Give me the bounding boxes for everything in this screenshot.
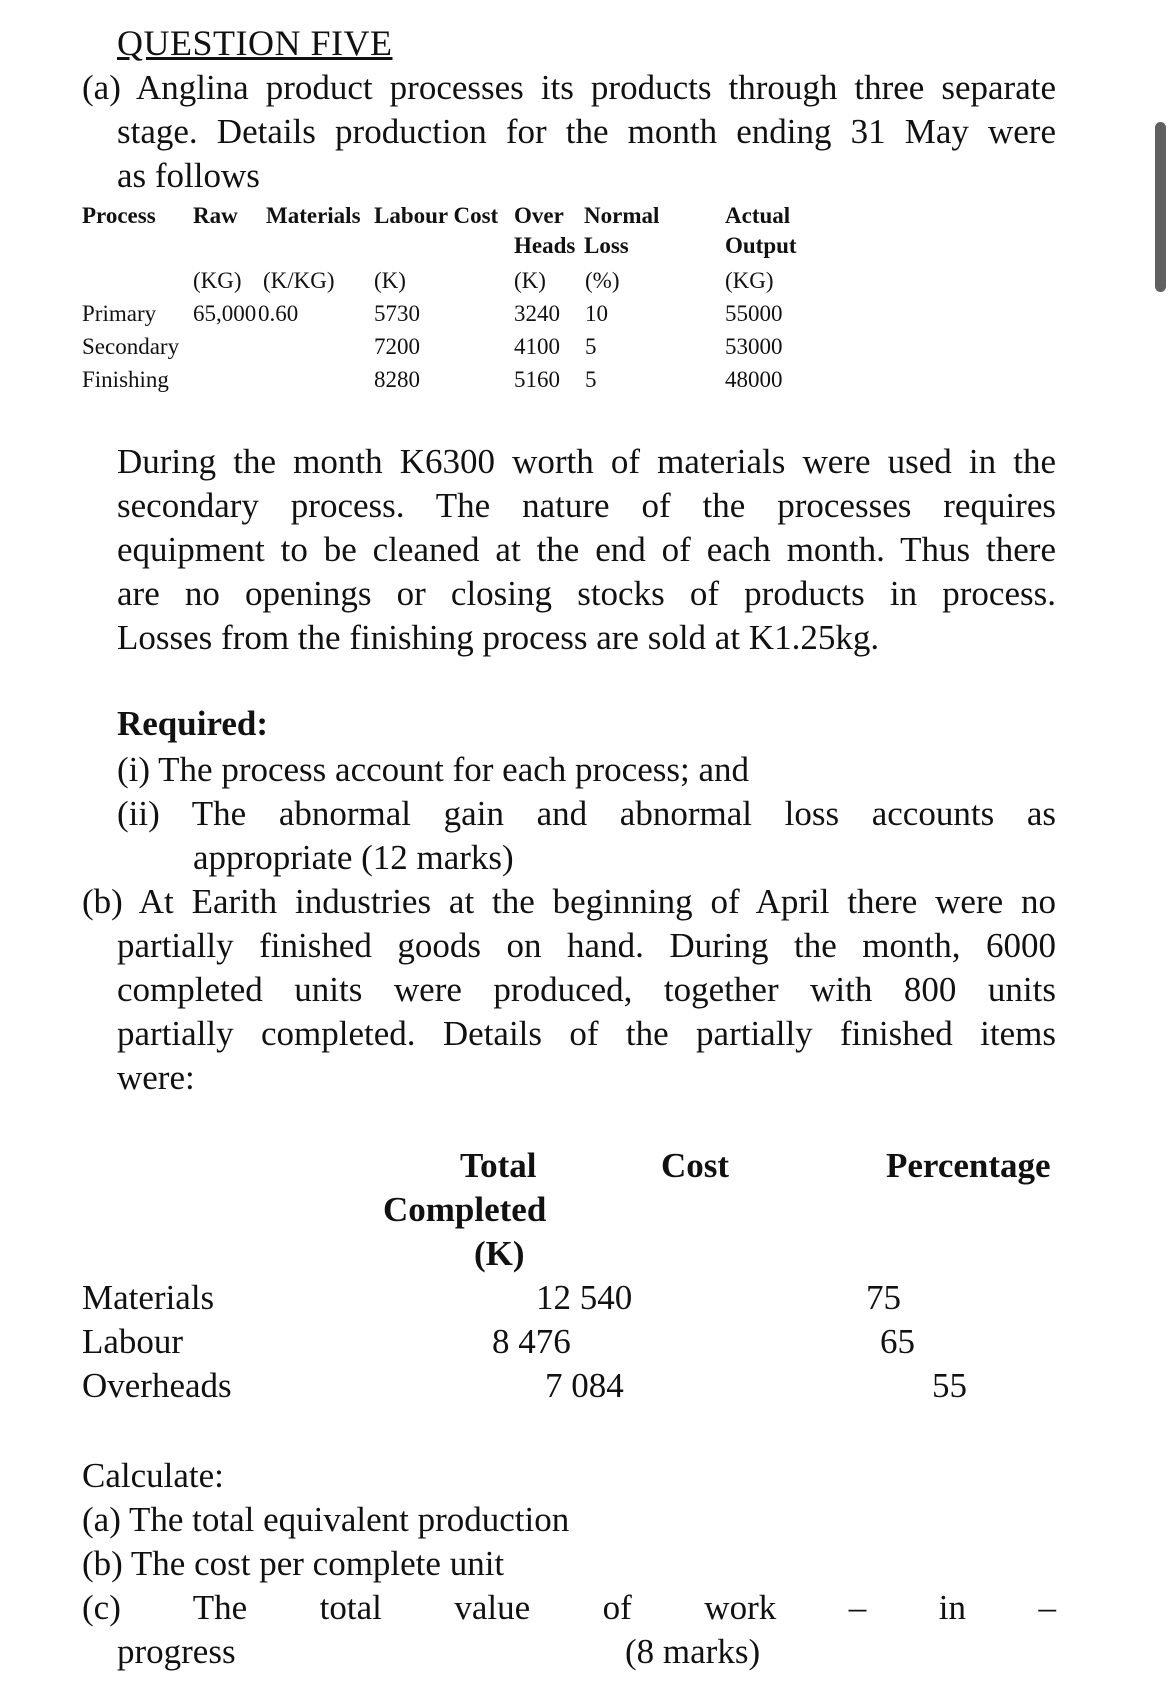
row-primary-labour: 5730 [374,301,420,326]
paragraph-line-1: During the month K6300 worth of materials were used in the [117,442,1056,481]
paragraph-line-5: Losses from the finishing process are sold at K1.25kg. [117,618,880,657]
calc-item-c: (c) The total value of work – in – [82,1588,1056,1627]
row-secondary-process: Secondary [82,334,180,359]
col-header-over: Over [514,203,564,228]
part-b-intro-line-4: partially completed. Details of the partially finished items [117,1014,1056,1053]
calculate-heading: Calculate: [82,1456,224,1495]
unit-k-labour: (K) [374,268,406,293]
row-finishing-loss: 5 [585,367,597,392]
scrollbar[interactable] [1155,122,1166,292]
part-b-intro-line-1: (b) At Earith industries at the beginning of April there were no [82,882,1056,921]
wip-row-materials-label: Materials [82,1278,215,1317]
required-item-2: (ii) The abnormal gain and abnormal loss accounts as [117,794,1056,833]
row-secondary-output: 53000 [725,334,783,359]
col-header-heads: Heads [514,233,576,258]
required-heading: Required: [117,704,269,743]
paragraph-line-2: secondary process. The nature of the processes requires [117,486,1056,525]
row-finishing-process: Finishing [82,367,169,392]
col-header-completed: Completed [383,1190,547,1229]
calc-item-c-continued: progress [117,1632,236,1671]
part-b-intro-line-3: completed units were produced, together with 800 units [117,970,1056,1009]
calc-item-a: (a) The total equivalent production [82,1500,570,1539]
row-finishing-labour: 8280 [374,367,420,392]
part-b-intro-line-2: partially finished goods on hand. During the month, 6000 [117,926,1056,965]
unit-percent: (%) [585,268,620,293]
paragraph-line-3: equipment to be cleaned at the end of each month. Thus there [117,530,1056,569]
page-title: QUESTION FIVE [117,23,393,63]
wip-row-overheads-label: Overheads [82,1366,232,1405]
wip-row-materials-percentage: 75 [866,1278,901,1317]
row-finishing-output: 48000 [725,367,783,392]
row-secondary-labour: 7200 [374,334,420,359]
col-header-normal: Normal [584,203,660,228]
calc-item-b: (b) The cost per complete unit [82,1544,505,1583]
wip-row-materials-cost: 12 540 [536,1278,633,1317]
wip-row-labour-cost: 8 476 [492,1322,571,1361]
row-primary-output: 55000 [725,301,783,326]
col-header-cost: Cost [661,1146,730,1185]
unit-kg: (KG) [193,268,242,293]
marks-label: (8 marks) [625,1632,761,1671]
col-header-output: Output [725,233,797,258]
col-header-labour-cost: Labour Cost [374,203,499,228]
row-secondary-loss: 5 [585,334,597,359]
paragraph-line-4: are no openings or closing stocks of products in process. [117,574,1056,613]
required-item-3: appropriate (12 marks) [193,838,514,877]
col-header-materials: Materials [266,203,361,228]
wip-row-labour-label: Labour [82,1322,184,1361]
wip-row-overheads-percentage: 55 [932,1366,967,1405]
row-finishing-overheads: 5160 [514,367,560,392]
col-header-percentage: Percentage [886,1146,1051,1185]
wip-row-overheads-cost: 7 084 [545,1366,624,1405]
col-header-actual: Actual [725,203,791,228]
part-b-intro-line-5: were: [117,1058,195,1097]
row-primary-rate: 0.60 [258,301,299,326]
unit-k-per-kg: (K/KG) [263,268,335,293]
row-secondary-overheads: 4100 [514,334,560,359]
unit-kg-output: (KG) [725,268,774,293]
unit-k-overheads: (K) [514,268,546,293]
row-primary-loss: 10 [585,301,608,326]
part-a-intro-line-1: (a) Anglina product processes its products through three separate [82,68,1056,107]
col-header-process: Process [82,203,156,228]
row-primary-process: Primary [82,301,157,326]
wip-row-labour-percentage: 65 [880,1322,915,1361]
part-a-intro-line-3: as follows [117,156,260,195]
row-primary-raw-kg: 65,000 [193,301,257,326]
col-header-loss: Loss [584,233,629,258]
col-header-raw: Raw [193,203,238,228]
col-header-k: (K) [474,1234,525,1273]
required-item-1: (i) The process account for each process; and [117,750,749,789]
col-header-total: Total [460,1146,537,1185]
row-primary-overheads: 3240 [514,301,560,326]
part-a-intro-line-2: stage. Details production for the month ending 31 May were [117,112,1056,151]
